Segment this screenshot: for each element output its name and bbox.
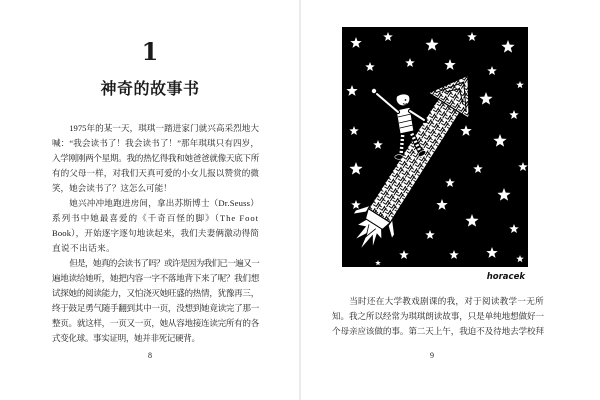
text-line: 系列书中她最喜爱的《千奇百怪的脚》（The Foot bbox=[52, 213, 259, 223]
paragraph bbox=[52, 196, 259, 256]
body-text bbox=[52, 121, 259, 346]
page-number: 8 bbox=[148, 351, 152, 360]
text-line: 直说不出话来。 bbox=[52, 243, 116, 253]
text-line: 终于鼓足勇气随手翻到其中一页，没想到她竟读完了那一 bbox=[52, 303, 259, 313]
body-text bbox=[332, 294, 544, 339]
text-line: 喊：“我会读书了！我会读书了！”那年琪琪只有四岁， bbox=[52, 138, 259, 148]
illustrator-signature: horacek bbox=[486, 272, 525, 282]
chapter-title: 神奇的故事书 bbox=[100, 79, 200, 98]
paragraph bbox=[332, 294, 544, 339]
text-line: 她兴冲冲地跑进房间，拿出苏斯博士（Dr.Seuss） bbox=[69, 198, 259, 208]
text-line: 当时还在大学教戏剧课的我，对于阅读教学一无所 bbox=[349, 296, 544, 306]
text-line: 知。我之所以经常为琪琪朗读故事，只是单纯地想做好一 bbox=[332, 311, 544, 321]
text-line: 入学刚刚两个星期。我的热忆得我和她爸爸就像天底下所 bbox=[52, 153, 259, 163]
text-line: 有的父母一样，对我们天真可爱的小女儿报以赞赏的微 bbox=[52, 168, 259, 178]
text-line: 遍地读给她听，她把内容一字不落地背下来了呢？我们想 bbox=[52, 273, 259, 283]
text-line: 但是，她真的会读书了吗？或许是因为我们已一遍又一 bbox=[69, 258, 259, 268]
chapter-number: 1 bbox=[141, 37, 159, 66]
text-line: 1975年的某一天，琪琪一踏进家门就兴高采烈地大 bbox=[69, 123, 259, 133]
paragraph bbox=[52, 121, 259, 196]
text-line: 笑，她会读书了？这怎么可能！ bbox=[52, 183, 172, 193]
text-line: 整页。就这样，一页又一页，她从容地接连读完所有的各 bbox=[52, 318, 259, 328]
paragraph bbox=[52, 256, 259, 346]
text-line: 试探她的阅读能力，又怕浇灭她旺盛的热情，犹豫再三， bbox=[52, 288, 259, 298]
text-line: 个母亲应该做的事。第二天上午，我迫不及待地去学校拜 bbox=[332, 326, 544, 336]
text-line: Book），开始逐字逐句地读起来，我们夫妻俩激动得简 bbox=[52, 228, 259, 238]
page-number: 9 bbox=[430, 351, 434, 360]
right-page bbox=[300, 0, 600, 400]
illustration bbox=[342, 27, 528, 283]
text-line: 式变化球。事实证明，她并非死记硬背。 bbox=[52, 333, 200, 343]
